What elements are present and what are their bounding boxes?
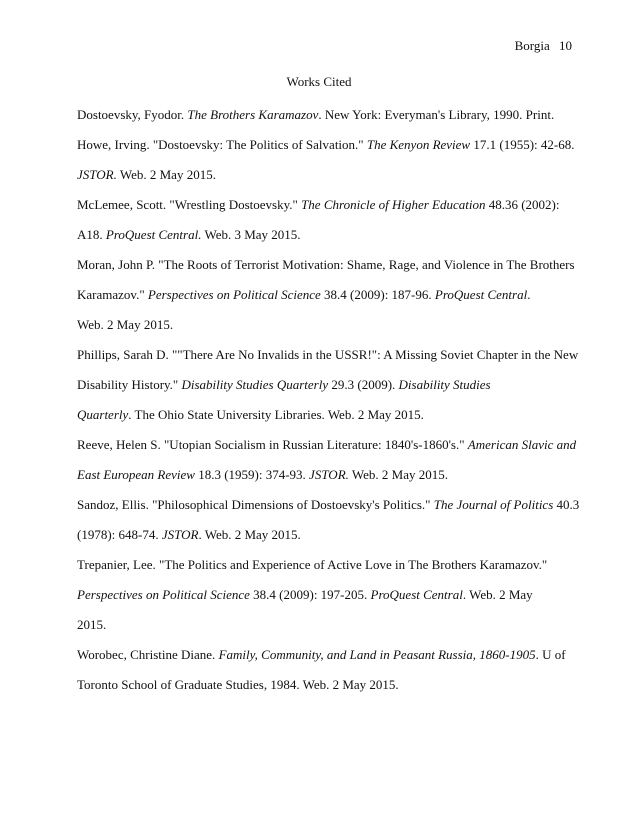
citation-italic-title: American Slavic and — [467, 437, 577, 452]
citation-entry — [77, 490, 580, 550]
header-page-number: 10 — [559, 38, 572, 53]
citation-line: McLemee, Scott. "Wrestling Dostoevsky." The Chronicle of Higher Education 48.36 (2002): — [77, 197, 560, 212]
citation-line: Toronto School of Graduate Studies, 1984. Web. 2 May 2015. — [77, 677, 399, 692]
citation-line: Worobec, Christine Diane. Family, Community, and Land in Peasant Russia, 1860-1905. U of — [77, 647, 566, 662]
citation-line: 2015. — [77, 617, 107, 632]
running-header — [515, 38, 572, 54]
citation-line: Disability History." Disability Studies Quarterly 29.3 (2009). Disability Studies — [77, 377, 491, 392]
citation-line: JSTOR. Web. 2 May 2015. — [77, 167, 216, 182]
header-author: Borgia — [514, 38, 550, 53]
citation-italic-title: JSTOR — [161, 527, 199, 542]
citation-line: Reeve, Helen S. "Utopian Socialism in Russian Literature: 1840's-1860's." American Slavic and — [77, 437, 577, 452]
citation-italic-title: Quarterly — [77, 407, 129, 422]
citation-line: (1978): 648-74. JSTOR. Web. 2 May 2015. — [77, 527, 301, 542]
citation-italic-title: Perspectives on Political Science — [147, 287, 321, 302]
citation-line: Web. 2 May 2015. — [77, 317, 174, 332]
citation-entry — [77, 640, 577, 700]
citation-line: Howe, Irving. "Dostoevsky: The Politics of Salvation." The Kenyon Review 17.1 (1955): 42-68. — [77, 137, 575, 152]
citation-italic-title: Perspectives on Political Science — [77, 587, 250, 602]
citation-line: Dostoevsky, Fyodor. The Brothers Karamazov. New York: Everyman's Library, 1990. Print. — [77, 107, 555, 122]
citation-italic-title: Family, Community, and Land in Peasant Russia, 1860-1905 — [218, 647, 536, 662]
citation-line: Perspectives on Political Science 38.4 (2009): 197-205. ProQuest Central. Web. 2 May — [77, 587, 533, 602]
citation-italic-title: JSTOR. — [309, 467, 349, 482]
citation-entry — [77, 550, 577, 640]
citation-italic-title: JSTOR. — [77, 167, 117, 182]
citation-entry — [77, 430, 577, 490]
citation-line: East European Review 18.3 (1959): 374-93. JSTOR. Web. 2 May 2015. — [77, 467, 448, 482]
citation-entry — [77, 190, 577, 250]
citation-italic-title: The Chronicle of Higher Education — [301, 197, 486, 212]
citation-italic-title: The Journal of Politics — [433, 497, 554, 512]
citation-italic-title: ProQuest Central — [370, 587, 463, 602]
citation-line: Sandoz, Ellis. "Philosophical Dimensions of Dostoevsky's Politics." The Journal of Politics 40.3 — [77, 497, 580, 512]
citation-italic-title: East European Review — [77, 467, 195, 482]
citation-line: Moran, John P. "The Roots of Terrorist Motivation: Shame, Rage, and Violence in The Brothers — [77, 257, 575, 272]
citation-entry — [77, 130, 577, 190]
citation-entry — [77, 100, 577, 130]
citation-entry — [77, 340, 577, 430]
citation-italic-title: Disability Studies — [398, 377, 491, 392]
citation-italic-title: ProQuest Central — [434, 287, 528, 302]
citation-line: Karamazov." Perspectives on Political Science 38.4 (2009): 187-96. ProQuest Central. — [77, 287, 531, 302]
citation-italic-title: ProQuest Central. — [105, 227, 202, 242]
citation-italic-title: Disability Studies Quarterly — [181, 377, 329, 392]
citation-line: Phillips, Sarah D. ""There Are No Invalids in the USSR!": A Missing Soviet Chapter in the New — [77, 347, 579, 362]
works-cited-list — [77, 100, 580, 700]
works-cited-title: Works Cited — [286, 74, 352, 89]
citation-line: A18. ProQuest Central. Web. 3 May 2015. — [77, 227, 301, 242]
citation-entry — [77, 250, 577, 340]
citation-line: Quarterly. The Ohio State University Libraries. Web. 2 May 2015. — [77, 407, 424, 422]
citation-italic-title: The Brothers Karamazov — [187, 107, 319, 122]
citation-line: Trepanier, Lee. "The Politics and Experience of Active Love in The Brothers Karamazov." — [77, 557, 548, 572]
citation-italic-title: The Kenyon Review — [366, 137, 471, 152]
